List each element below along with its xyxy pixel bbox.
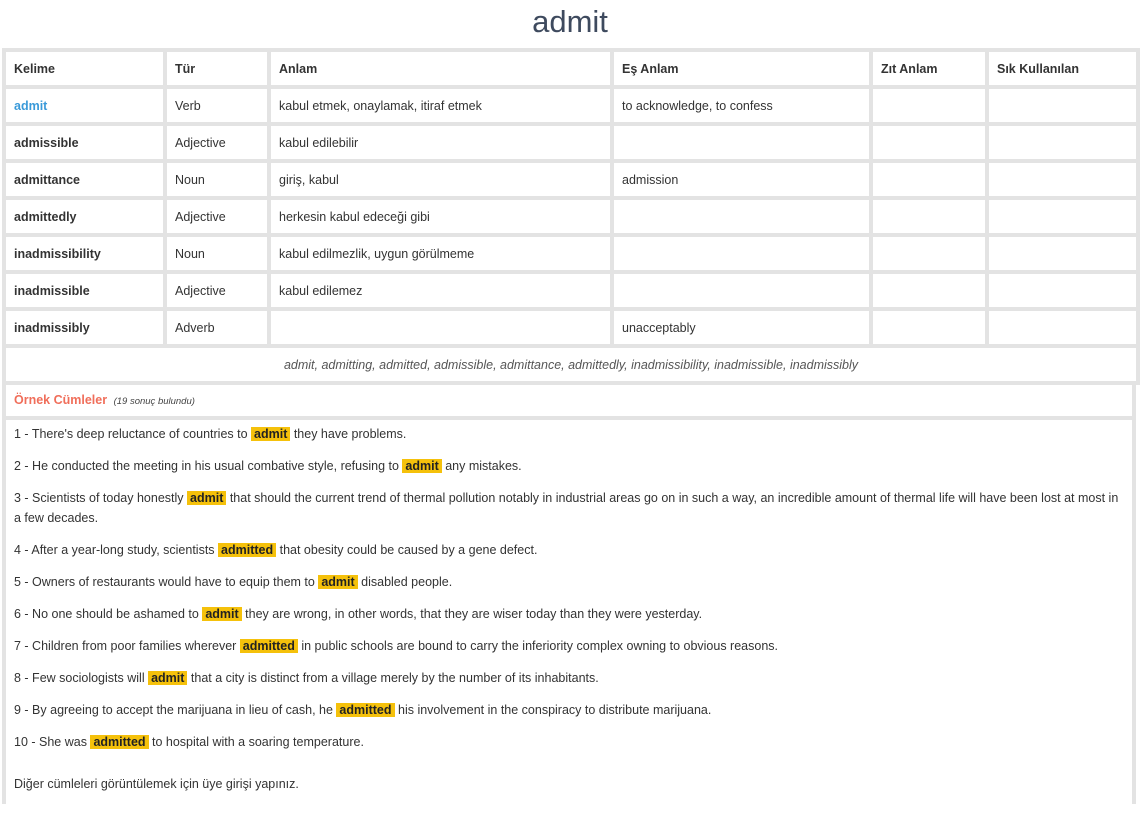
word-common <box>989 274 1136 307</box>
sentence-text: 9 - By agreeing to accept the marijuana in lieu of cash, he <box>14 703 337 717</box>
sentence-text: 4 - After a year-long study, scientists <box>14 543 219 557</box>
word-type: Adjective <box>167 126 267 159</box>
word-synonym <box>614 126 869 159</box>
highlight-word: admitted <box>336 703 394 717</box>
table-row <box>6 126 1136 159</box>
example-sentence <box>14 700 1124 720</box>
example-sentence <box>14 636 1124 656</box>
word-meaning: kabul etmek, onaylamak, itiraf etmek <box>271 89 610 122</box>
word-antonym <box>873 274 985 307</box>
highlight-word: admit <box>318 575 357 589</box>
word-link[interactable]: admittedly <box>6 200 163 233</box>
word-meaning <box>271 311 610 344</box>
sentence-text: that should the current trend of thermal pollution notably in industrial areas go on in such a way, an incredible amount of thermal life will have been lost at most in a few decades. <box>14 491 1119 525</box>
login-note: Diğer cümleleri görüntülemek için üye girişi yapınız. <box>14 777 299 791</box>
word-synonym: admission <box>614 163 869 196</box>
examples-header <box>6 385 1132 416</box>
sentence-text: 1 - There's deep reluctance of countries to <box>14 427 252 441</box>
word-link[interactable]: admissible <box>6 126 163 159</box>
header-tur: Tür <box>167 52 267 85</box>
word-link[interactable]: admit <box>6 89 163 122</box>
word-meaning: herkesin kabul edeceği gibi <box>271 200 610 233</box>
header-kelime: Kelime <box>6 52 163 85</box>
example-sentence <box>14 732 1124 752</box>
word-synonym: unacceptably <box>614 311 869 344</box>
header-zit-anlam: Zıt Anlam <box>873 52 985 85</box>
highlight-word: admitted <box>218 543 276 557</box>
word-antonym <box>873 311 985 344</box>
word-synonym <box>614 237 869 270</box>
word-forms-row <box>6 348 1136 381</box>
examples-count: (19 sonuç bulundu) <box>113 396 195 407</box>
header-anlam: Anlam <box>271 52 610 85</box>
word-antonym <box>873 200 985 233</box>
examples-label: Örnek Cümleler <box>14 393 108 407</box>
sentence-text: his involvement in the conspiracy to distribute marijuana. <box>394 703 712 717</box>
highlight-word: admit <box>148 671 187 685</box>
sentence-text: disabled people. <box>357 575 453 589</box>
example-sentence <box>14 668 1124 688</box>
sentence-text: 3 - Scientists of today honestly <box>14 491 188 505</box>
word-type: Adjective <box>167 200 267 233</box>
word-antonym <box>873 89 985 122</box>
word-antonym <box>873 126 985 159</box>
dictionary-panel <box>2 48 1136 804</box>
word-synonym <box>614 274 869 307</box>
header-es-anlam: Eş Anlam <box>614 52 869 85</box>
sentence-text: 7 - Children from poor families wherever <box>14 639 240 653</box>
word-type: Adjective <box>167 274 267 307</box>
word-common <box>989 126 1136 159</box>
table-row <box>6 200 1136 233</box>
highlight-word: admit <box>251 427 290 441</box>
sentence-text: 8 - Few sociologists will <box>14 671 149 685</box>
word-type: Verb <box>167 89 267 122</box>
word-meaning: kabul edilebilir <box>271 126 610 159</box>
example-sentences <box>6 420 1132 804</box>
highlight-word: admitted <box>240 639 298 653</box>
example-sentence <box>14 572 1124 592</box>
header-sik-kullanilan: Sık Kullanılan <box>989 52 1136 85</box>
word-meaning: kabul edilemez <box>271 274 610 307</box>
sentence-text: 2 - He conducted the meeting in his usual combative style, refusing to <box>14 459 403 473</box>
table-row <box>6 311 1136 344</box>
table-row <box>6 163 1136 196</box>
example-sentence <box>14 488 1124 528</box>
example-sentence <box>14 456 1124 476</box>
sentence-text: that obesity could be caused by a gene defect. <box>276 543 538 557</box>
table-header-row <box>6 52 1136 85</box>
table-row <box>6 89 1136 122</box>
word-type: Noun <box>167 237 267 270</box>
word-common <box>989 200 1136 233</box>
example-sentence <box>14 604 1124 624</box>
sentence-text: 6 - No one should be ashamed to <box>14 607 203 621</box>
table-row <box>6 274 1136 307</box>
word-family-table <box>2 48 1140 385</box>
word-meaning: giriş, kabul <box>271 163 610 196</box>
sentence-text: 5 - Owners of restaurants would have to equip them to <box>14 575 319 589</box>
sentence-text: they have problems. <box>290 427 407 441</box>
sentence-text: any mistakes. <box>441 459 522 473</box>
example-sentence <box>14 540 1124 560</box>
highlight-word: admit <box>187 491 226 505</box>
word-meaning: kabul edilmezlik, uygun görülmeme <box>271 237 610 270</box>
word-synonym <box>614 200 869 233</box>
word-link[interactable]: inadmissibly <box>6 311 163 344</box>
word-antonym <box>873 237 985 270</box>
sentence-text: 10 - She was <box>14 735 91 749</box>
word-antonym <box>873 163 985 196</box>
word-synonym: to acknowledge, to confess <box>614 89 869 122</box>
highlight-word: admit <box>202 607 241 621</box>
sentence-text: in public schools are bound to carry the inferiority complex owning to obvious reasons. <box>297 639 778 653</box>
example-sentence <box>14 424 1124 444</box>
sentence-text: that a city is distinct from a village merely by the number of its inhabitants. <box>187 671 599 685</box>
word-link[interactable]: inadmissibility <box>6 237 163 270</box>
word-forms: admit, admitting, admitted, admissible, admittance, admittedly, inadmissibility, inadmissible, inadmissibly <box>6 348 1136 381</box>
sentence-text: they are wrong, in other words, that they are wiser today than they were yesterday. <box>241 607 703 621</box>
sentence-text: to hospital with a soaring temperature. <box>148 735 364 749</box>
word-common <box>989 237 1136 270</box>
table-row <box>6 237 1136 270</box>
word-type: Noun <box>167 163 267 196</box>
highlight-word: admit <box>402 459 441 473</box>
highlight-word: admitted <box>90 735 148 749</box>
word-common <box>989 163 1136 196</box>
word-link[interactable]: admittance <box>6 163 163 196</box>
word-link[interactable]: inadmissible <box>6 274 163 307</box>
word-common <box>989 89 1136 122</box>
word-type: Adverb <box>167 311 267 344</box>
page-title: admit <box>532 4 608 39</box>
word-common <box>989 311 1136 344</box>
